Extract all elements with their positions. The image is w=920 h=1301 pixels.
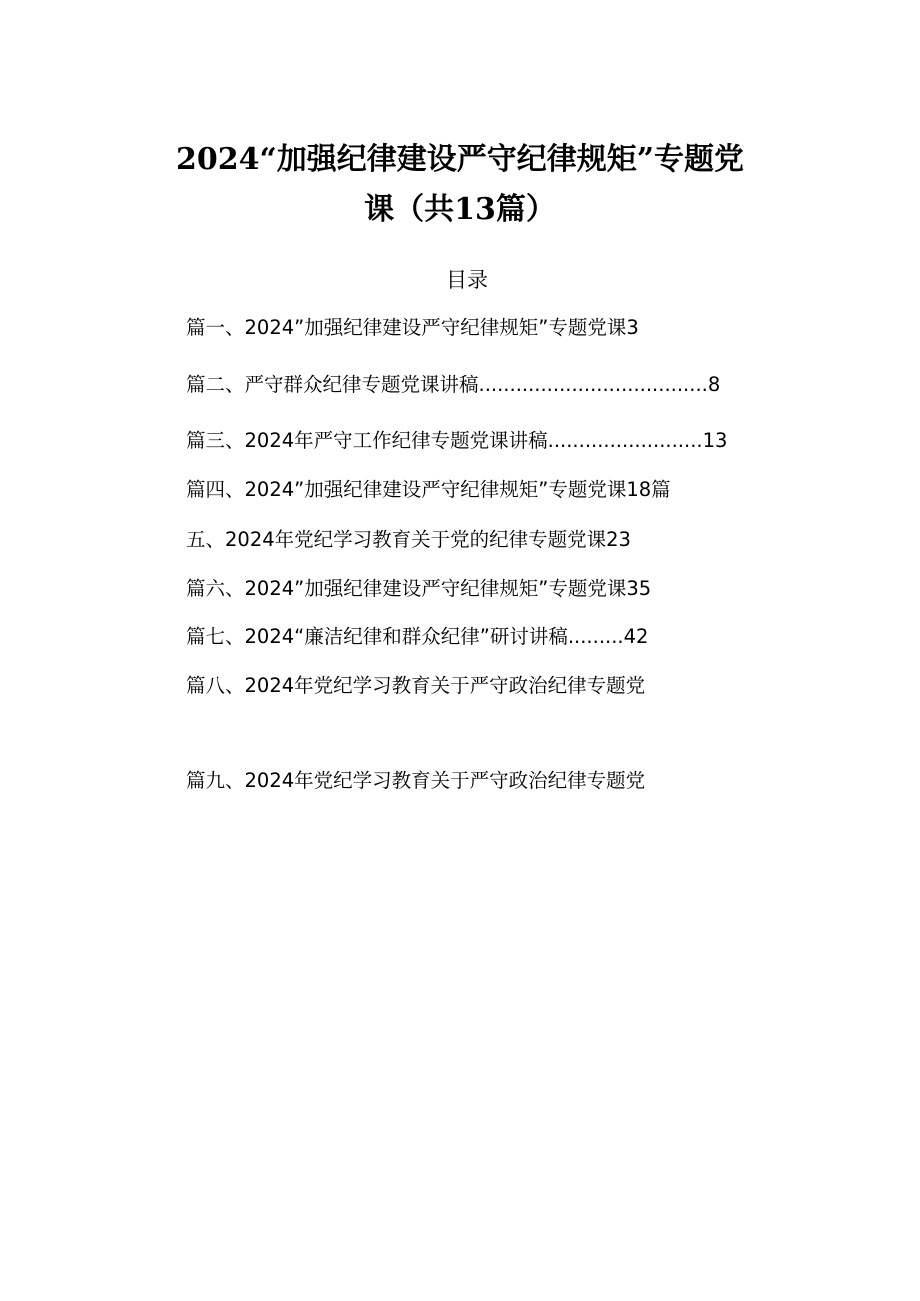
toc-entry-7[interactable]: 篇七、2024“廉洁纪律和群众纪律”研讨讲稿.........42: [186, 625, 649, 648]
toc-entry-4[interactable]: 篇四、2024”加强纪律建设严守纪律规矩”专题党课18篇: [186, 478, 671, 501]
toc-entry-1[interactable]: 篇一、2024”加强纪律建设严守纪律规矩”专题党课3: [186, 316, 639, 339]
toc-heading: 目录: [446, 268, 488, 292]
toc-entry-3[interactable]: 篇三、2024年严守工作纪律专题党课讲稿.........................13: [186, 429, 728, 452]
toc-entry-5[interactable]: 五、2024年党纪学习教育关于党的纪律专题党课23: [186, 528, 631, 551]
toc-entry-6[interactable]: 篇六、2024”加强纪律建设严守纪律规矩”专题党课35: [186, 577, 652, 600]
toc-entry-9[interactable]: 篇九、2024年党纪学习教育关于严守政治纪律专题党: [186, 769, 646, 792]
toc-entry-2[interactable]: 篇二、严守群众纪律专题党课讲稿.....................................8: [186, 373, 721, 396]
toc-entry-8[interactable]: 篇八、2024年党纪学习教育关于严守政治纪律专题党: [186, 674, 646, 697]
document-title-line-1: 2024“加强纪律建设严守纪律规矩”专题党: [175, 142, 744, 177]
document-title-line-2: 课（共13篇）: [364, 192, 556, 227]
